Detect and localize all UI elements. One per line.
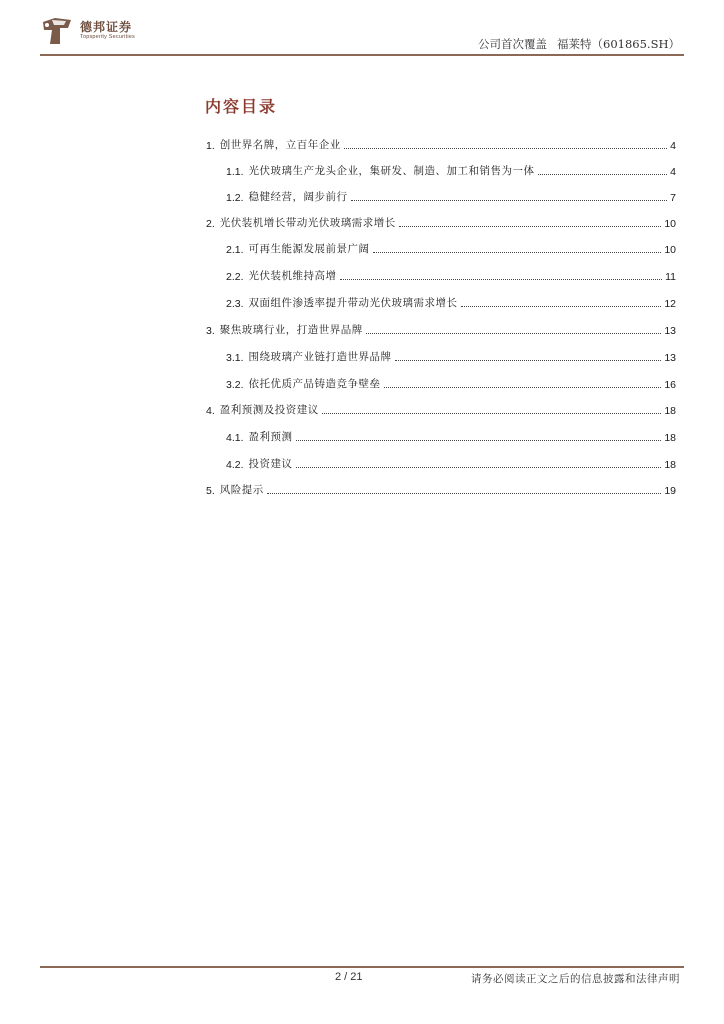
toc-entry[interactable]: [226, 162, 676, 178]
toc-entry-page: 4: [670, 166, 676, 178]
toc-entry[interactable]: [226, 240, 676, 256]
logo-icon: [40, 14, 74, 48]
brand-name: 德邦证券: [80, 20, 133, 34]
footer-divider: [40, 966, 684, 968]
toc-entry-number: 3.1.: [226, 352, 244, 364]
toc-entry-label: 盈利预测及投资建议: [219, 404, 319, 416]
toc-entry-number: 2.1.: [226, 244, 244, 256]
toc-entry-page: 18: [664, 459, 676, 471]
toc-entry-number: 3.2.: [226, 379, 244, 391]
toc-entry-label: 光伏装机维持高增: [248, 270, 337, 282]
toc-entry-page: 10: [664, 218, 676, 230]
toc-entry-number: 2.: [206, 218, 215, 230]
toc-entry[interactable]: [226, 455, 676, 471]
toc-leader-dots: [340, 279, 663, 280]
toc-entry-label: 光伏装机增长带动光伏玻璃需求增长: [219, 217, 396, 229]
toc-leader-dots: [344, 148, 667, 149]
report-info: [478, 36, 680, 52]
toc-entry[interactable]: [226, 348, 676, 364]
toc-entry-page: 18: [664, 432, 676, 444]
toc-entry-page: 7: [670, 192, 676, 204]
toc-leader-dots: [267, 493, 662, 494]
toc-entry-page: 13: [664, 325, 676, 337]
toc-leader-dots: [538, 174, 668, 175]
toc-entry-label: 风险提示: [219, 484, 264, 496]
toc-entry-page: 18: [664, 405, 676, 417]
toc-leader-dots: [373, 252, 662, 253]
toc-entry-number: 4.: [206, 405, 215, 417]
toc-leader-dots: [296, 440, 662, 441]
toc-entry-page: 19: [664, 485, 676, 497]
toc-leader-dots: [351, 200, 668, 201]
toc-leader-dots: [461, 306, 662, 307]
toc-entry[interactable]: [206, 136, 676, 152]
toc-entry-label: 稳健经营，阔步前行: [248, 191, 348, 203]
toc-entry-page: 10: [664, 244, 676, 256]
toc-entry[interactable]: [226, 267, 676, 283]
toc-title: 内容目录: [205, 97, 278, 116]
toc-entry[interactable]: [206, 321, 676, 337]
toc-entry-label: 投资建议: [248, 458, 293, 470]
toc-entry-label: 双面组件渗透率提升带动光伏玻璃需求增长: [248, 297, 458, 309]
toc-leader-dots: [322, 413, 662, 414]
toc-entry-number: 5.: [206, 485, 215, 497]
toc-leader-dots: [395, 360, 662, 361]
toc-entry-number: 4.1.: [226, 432, 244, 444]
toc-entry-label: 光伏玻璃生产龙头企业，集研发、制造、加工和销售为一体: [248, 165, 535, 177]
toc-entry-page: 12: [664, 298, 676, 310]
toc-entry-label: 围绕玻璃产业链打造世界品牌: [248, 351, 392, 363]
toc-entry-number: 1.1.: [226, 166, 244, 178]
toc-entry[interactable]: [226, 294, 676, 310]
toc-entry[interactable]: [226, 188, 676, 204]
toc-entry-page: 13: [664, 352, 676, 364]
toc-leader-dots: [296, 467, 662, 468]
legal-disclaimer: 请务必阅读正文之后的信息披露和法律声明: [471, 973, 680, 985]
toc-entry-label: 聚焦玻璃行业，打造世界品牌: [219, 324, 363, 336]
toc-entry[interactable]: [206, 401, 676, 417]
toc-entry-label: 可再生能源发展前景广阔: [248, 243, 370, 255]
toc-entry-label: 创世界名牌，立百年企业: [219, 139, 341, 151]
toc-entry-number: 4.2.: [226, 459, 244, 471]
toc-entry-number: 1.2.: [226, 192, 244, 204]
toc-leader-dots: [366, 333, 662, 334]
toc-entry[interactable]: [226, 375, 676, 391]
page-number: 2 / 21: [335, 971, 363, 983]
toc-entry-page: 11: [665, 271, 676, 283]
toc-entry-page: 16: [664, 379, 676, 391]
page-header: [0, 0, 724, 60]
toc-entry[interactable]: [226, 428, 676, 444]
toc-entry-label: 盈利预测: [248, 431, 293, 443]
toc-leader-dots: [399, 226, 662, 227]
toc-entry-number: 1.: [206, 140, 215, 152]
toc-leader-dots: [384, 387, 662, 388]
toc-entry-page: 4: [670, 140, 676, 152]
company-logo: [40, 14, 74, 48]
toc-entry-number: 2.2.: [226, 271, 244, 283]
toc-entry[interactable]: [206, 481, 676, 497]
toc-entry-number: 2.3.: [226, 298, 244, 310]
toc-entry-label: 依托优质产品铸造竞争壁垒: [248, 378, 381, 390]
toc-entry-number: 3.: [206, 325, 215, 337]
company-ticker: 福莱特（601865.SH）: [557, 37, 680, 51]
report-type: 公司首次覆盖: [478, 37, 548, 51]
header-divider: [40, 54, 684, 56]
toc-entry[interactable]: [206, 214, 676, 230]
brand-name-english: Topsperity Securities: [80, 34, 135, 40]
